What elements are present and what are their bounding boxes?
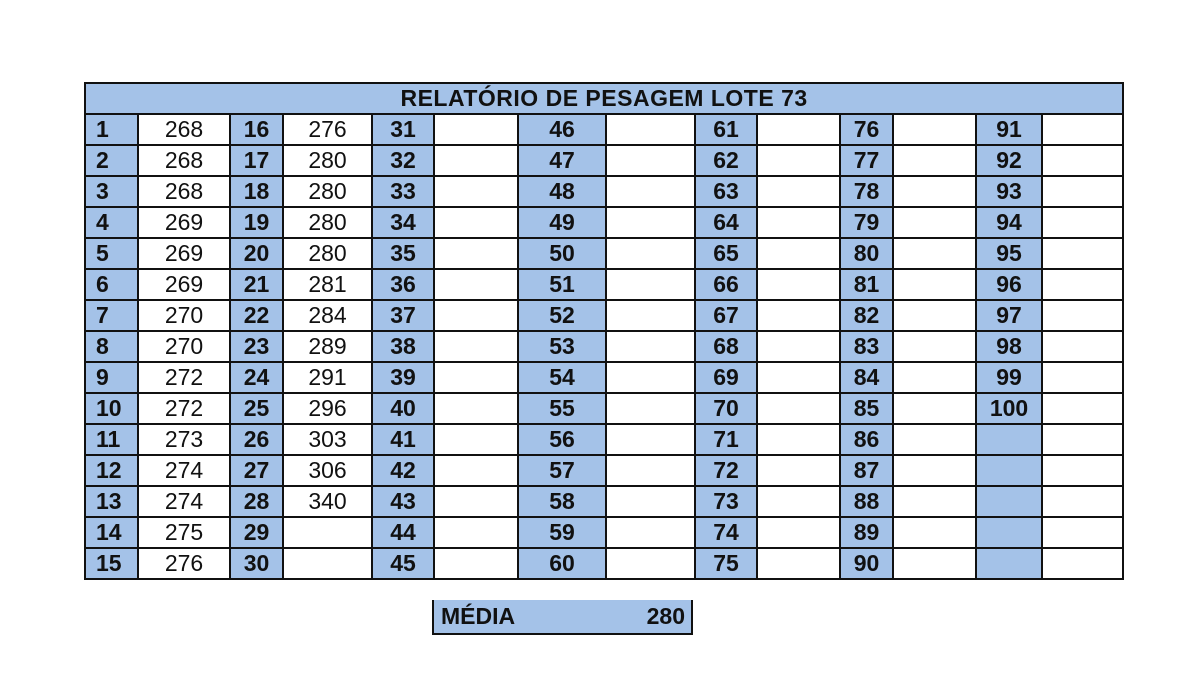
weight-value <box>1042 393 1123 424</box>
weight-value <box>757 300 840 331</box>
weight-value <box>893 455 976 486</box>
entry-number: 33 <box>372 176 434 207</box>
entry-number: 58 <box>518 486 606 517</box>
weight-value <box>606 455 695 486</box>
entry-number: 48 <box>518 176 606 207</box>
weight-value <box>757 331 840 362</box>
weight-value <box>606 207 695 238</box>
entry-number: 37 <box>372 300 434 331</box>
weight-value <box>757 486 840 517</box>
weight-value: 340 <box>283 486 372 517</box>
weight-value <box>893 424 976 455</box>
weight-value <box>434 486 518 517</box>
weight-value <box>893 362 976 393</box>
table-row <box>85 269 1123 300</box>
average-box <box>432 600 693 635</box>
weight-value <box>893 238 976 269</box>
weight-value: 284 <box>283 300 372 331</box>
entry-number: 17 <box>230 145 283 176</box>
weight-value <box>893 269 976 300</box>
entry-number: 79 <box>840 207 893 238</box>
weight-value: 268 <box>138 176 230 207</box>
table-row <box>85 176 1123 207</box>
weight-value <box>606 362 695 393</box>
weight-value <box>893 331 976 362</box>
weight-value <box>757 176 840 207</box>
weight-value <box>1042 455 1123 486</box>
weight-value <box>606 238 695 269</box>
entry-number: 73 <box>695 486 757 517</box>
weight-value <box>757 269 840 300</box>
weight-value <box>1042 424 1123 455</box>
entry-number: 24 <box>230 362 283 393</box>
entry-number: 18 <box>230 176 283 207</box>
table-row <box>85 424 1123 455</box>
entry-number: 35 <box>372 238 434 269</box>
weight-value <box>757 238 840 269</box>
table-row <box>85 393 1123 424</box>
entry-number: 88 <box>840 486 893 517</box>
weight-value <box>757 517 840 548</box>
entry-number: 63 <box>695 176 757 207</box>
weight-value: 268 <box>138 114 230 145</box>
entry-number: 87 <box>840 455 893 486</box>
table-row <box>85 207 1123 238</box>
weight-value: 275 <box>138 517 230 548</box>
weight-value <box>1042 331 1123 362</box>
table-row <box>85 486 1123 517</box>
weight-value <box>757 362 840 393</box>
entry-number <box>976 486 1042 517</box>
weight-value <box>434 176 518 207</box>
entry-number: 55 <box>518 393 606 424</box>
weight-value <box>434 424 518 455</box>
entry-number: 57 <box>518 455 606 486</box>
weight-value <box>1042 517 1123 548</box>
entry-number: 23 <box>230 331 283 362</box>
weight-value: 269 <box>138 269 230 300</box>
entry-number: 29 <box>230 517 283 548</box>
table-row <box>85 517 1123 548</box>
entry-number: 14 <box>85 517 138 548</box>
weight-value <box>893 548 976 579</box>
weight-value <box>1042 207 1123 238</box>
entry-number: 9 <box>85 362 138 393</box>
entry-number: 90 <box>840 548 893 579</box>
weight-value: 269 <box>138 207 230 238</box>
table-row <box>85 145 1123 176</box>
entry-number: 65 <box>695 238 757 269</box>
entry-number: 98 <box>976 331 1042 362</box>
entry-number: 54 <box>518 362 606 393</box>
entry-number: 28 <box>230 486 283 517</box>
weight-value: 270 <box>138 300 230 331</box>
weight-value <box>606 486 695 517</box>
weight-value: 276 <box>283 114 372 145</box>
entry-number: 2 <box>85 145 138 176</box>
weighing-report-table <box>84 82 1124 580</box>
weight-value: 280 <box>283 238 372 269</box>
entry-number: 45 <box>372 548 434 579</box>
weight-value <box>893 517 976 548</box>
entry-number: 86 <box>840 424 893 455</box>
table-row <box>85 238 1123 269</box>
weight-value <box>434 114 518 145</box>
weight-value <box>606 548 695 579</box>
entry-number: 7 <box>85 300 138 331</box>
weight-value <box>606 145 695 176</box>
entry-number: 72 <box>695 455 757 486</box>
weight-value: 280 <box>283 176 372 207</box>
title-row <box>85 83 1123 114</box>
weight-value <box>434 238 518 269</box>
entry-number: 32 <box>372 145 434 176</box>
entry-number: 27 <box>230 455 283 486</box>
entry-number: 96 <box>976 269 1042 300</box>
entry-number: 8 <box>85 331 138 362</box>
weight-value <box>1042 486 1123 517</box>
entry-number: 69 <box>695 362 757 393</box>
entry-number: 100 <box>976 393 1042 424</box>
entry-number: 16 <box>230 114 283 145</box>
entry-number: 22 <box>230 300 283 331</box>
entry-number: 76 <box>840 114 893 145</box>
entry-number: 85 <box>840 393 893 424</box>
weight-value <box>434 393 518 424</box>
report-body <box>85 83 1123 579</box>
entry-number: 92 <box>976 145 1042 176</box>
entry-number: 97 <box>976 300 1042 331</box>
weight-value: 270 <box>138 331 230 362</box>
entry-number <box>976 455 1042 486</box>
weight-value <box>757 145 840 176</box>
weight-value <box>606 393 695 424</box>
weight-value: 273 <box>138 424 230 455</box>
entry-number: 71 <box>695 424 757 455</box>
weight-value <box>434 455 518 486</box>
entry-number: 70 <box>695 393 757 424</box>
weight-value: 296 <box>283 393 372 424</box>
entry-number: 49 <box>518 207 606 238</box>
weight-value <box>606 176 695 207</box>
entry-number: 10 <box>85 393 138 424</box>
average-value: 280 <box>646 603 685 629</box>
weight-value <box>893 114 976 145</box>
entry-number: 38 <box>372 331 434 362</box>
entry-number: 13 <box>85 486 138 517</box>
weight-value: 291 <box>283 362 372 393</box>
entry-number: 20 <box>230 238 283 269</box>
weight-value <box>434 269 518 300</box>
weight-value: 306 <box>283 455 372 486</box>
entry-number: 74 <box>695 517 757 548</box>
entry-number <box>976 424 1042 455</box>
entry-number: 1 <box>85 114 138 145</box>
entry-number: 52 <box>518 300 606 331</box>
entry-number: 56 <box>518 424 606 455</box>
entry-number: 68 <box>695 331 757 362</box>
entry-number: 5 <box>85 238 138 269</box>
entry-number: 26 <box>230 424 283 455</box>
table-row <box>85 362 1123 393</box>
entry-number: 62 <box>695 145 757 176</box>
weight-value: 272 <box>138 362 230 393</box>
entry-number: 89 <box>840 517 893 548</box>
entry-number: 46 <box>518 114 606 145</box>
entry-number: 81 <box>840 269 893 300</box>
entry-number: 80 <box>840 238 893 269</box>
weight-value <box>606 269 695 300</box>
entry-number: 93 <box>976 176 1042 207</box>
table-row <box>85 548 1123 579</box>
entry-number: 30 <box>230 548 283 579</box>
average-label: MÉDIA <box>441 603 516 629</box>
entry-number: 67 <box>695 300 757 331</box>
entry-number: 47 <box>518 145 606 176</box>
entry-number: 91 <box>976 114 1042 145</box>
entry-number: 66 <box>695 269 757 300</box>
weight-value <box>1042 145 1123 176</box>
weight-value <box>1042 548 1123 579</box>
weight-value <box>606 114 695 145</box>
table-row <box>85 455 1123 486</box>
entry-number: 41 <box>372 424 434 455</box>
entry-number: 3 <box>85 176 138 207</box>
weight-value <box>283 517 372 548</box>
entry-number: 83 <box>840 331 893 362</box>
weight-value <box>434 362 518 393</box>
weight-value <box>893 145 976 176</box>
weight-value <box>434 331 518 362</box>
entry-number: 43 <box>372 486 434 517</box>
table-row <box>85 300 1123 331</box>
weight-value <box>606 424 695 455</box>
entry-number: 44 <box>372 517 434 548</box>
entry-number: 50 <box>518 238 606 269</box>
weight-value: 274 <box>138 455 230 486</box>
entry-number: 42 <box>372 455 434 486</box>
weight-value: 281 <box>283 269 372 300</box>
entry-number: 34 <box>372 207 434 238</box>
weight-value <box>434 300 518 331</box>
weight-value: 268 <box>138 145 230 176</box>
table-row <box>85 331 1123 362</box>
weight-value <box>757 455 840 486</box>
entry-number: 15 <box>85 548 138 579</box>
entry-number: 25 <box>230 393 283 424</box>
weight-value <box>757 393 840 424</box>
entry-number: 64 <box>695 207 757 238</box>
weight-value <box>1042 114 1123 145</box>
weight-value <box>606 517 695 548</box>
weight-value <box>434 145 518 176</box>
weight-value: 280 <box>283 207 372 238</box>
weight-value <box>434 207 518 238</box>
entry-number: 31 <box>372 114 434 145</box>
entry-number: 19 <box>230 207 283 238</box>
weight-value <box>893 176 976 207</box>
weight-value <box>757 424 840 455</box>
entry-number: 59 <box>518 517 606 548</box>
entry-number: 99 <box>976 362 1042 393</box>
entry-number: 51 <box>518 269 606 300</box>
weight-value <box>606 331 695 362</box>
entry-number: 11 <box>85 424 138 455</box>
weight-value: 289 <box>283 331 372 362</box>
entry-number: 78 <box>840 176 893 207</box>
entry-number: 39 <box>372 362 434 393</box>
weight-value: 272 <box>138 393 230 424</box>
entry-number: 61 <box>695 114 757 145</box>
entry-number: 95 <box>976 238 1042 269</box>
weight-value <box>606 300 695 331</box>
entry-number: 21 <box>230 269 283 300</box>
entry-number <box>976 548 1042 579</box>
entry-number: 53 <box>518 331 606 362</box>
weight-value <box>893 300 976 331</box>
entry-number: 82 <box>840 300 893 331</box>
weight-value <box>757 548 840 579</box>
entry-number: 40 <box>372 393 434 424</box>
report-title: RELATÓRIO DE PESAGEM LOTE 73 <box>85 83 1123 114</box>
entry-number: 77 <box>840 145 893 176</box>
table-row <box>85 114 1123 145</box>
entry-number: 84 <box>840 362 893 393</box>
weight-value <box>893 393 976 424</box>
weight-value <box>1042 300 1123 331</box>
entry-number: 60 <box>518 548 606 579</box>
entry-number <box>976 517 1042 548</box>
weight-value <box>1042 176 1123 207</box>
weight-value <box>1042 269 1123 300</box>
weight-value <box>1042 238 1123 269</box>
entry-number: 36 <box>372 269 434 300</box>
entry-number: 4 <box>85 207 138 238</box>
weight-value <box>434 517 518 548</box>
entry-number: 12 <box>85 455 138 486</box>
entry-number: 6 <box>85 269 138 300</box>
weight-value <box>434 548 518 579</box>
weight-value <box>757 114 840 145</box>
entry-number: 75 <box>695 548 757 579</box>
entry-number: 94 <box>976 207 1042 238</box>
weight-value <box>893 207 976 238</box>
weight-value <box>1042 362 1123 393</box>
weight-value: 269 <box>138 238 230 269</box>
weight-value: 276 <box>138 548 230 579</box>
weight-value <box>893 486 976 517</box>
weight-value: 274 <box>138 486 230 517</box>
weight-value <box>757 207 840 238</box>
weight-value: 303 <box>283 424 372 455</box>
weight-value: 280 <box>283 145 372 176</box>
weight-value <box>283 548 372 579</box>
